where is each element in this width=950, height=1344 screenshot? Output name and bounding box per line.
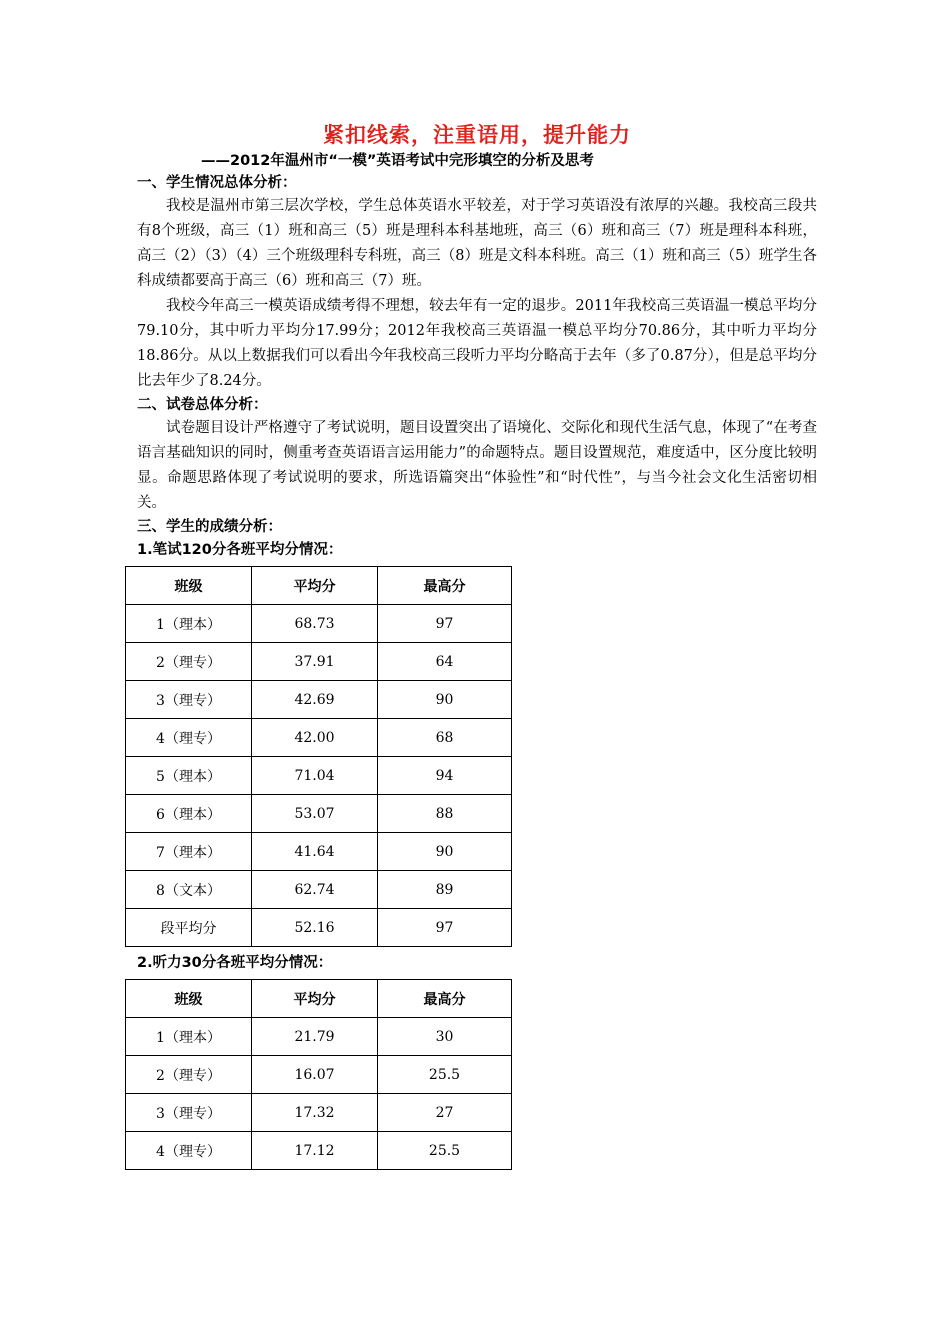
cell-average: 37.91 <box>252 643 378 681</box>
table-row <box>126 1056 512 1094</box>
cell-max: 30 <box>378 1018 512 1056</box>
table-row <box>126 681 512 719</box>
cell-class: 3（理专） <box>126 681 252 719</box>
table-row <box>126 605 512 643</box>
cell-max: 97 <box>378 605 512 643</box>
cell-average: 17.12 <box>252 1132 378 1170</box>
section3-heading: 三、学生的成绩分析： <box>137 519 282 535</box>
section1-heading: 一、学生情况总体分析： <box>137 175 297 191</box>
section2-heading: 二、试卷总体分析： <box>137 397 268 413</box>
listening-score-table <box>125 979 512 1170</box>
table-row <box>126 757 512 795</box>
cell-class: 2（理专） <box>126 1056 252 1094</box>
cell-average: 53.07 <box>252 795 378 833</box>
section2-paragraph-1: 试卷题目设计严格遵守了考试说明，题目设置突出了语境化、交际化和现代生活气息，体现了“在考查语言基础知识的同时，侧重考查英语语言运用能力”的命题特点。题目设置规范，难度适中，区分度比较明显。命题思路体现了考试说明的要求，所选语篇突出“体验性”和“时代性”，与当今社会文化生活密切相关。 <box>137 420 817 511</box>
cell-class: 6（理本） <box>126 795 252 833</box>
table-row <box>126 1132 512 1170</box>
cell-class: 7（理本） <box>126 833 252 871</box>
cell-average: 21.79 <box>252 1018 378 1056</box>
cell-average: 16.07 <box>252 1056 378 1094</box>
section1-paragraph-2: 我校今年高三一模英语成绩考得不理想，较去年有一定的退步。2011年我校高三英语温一模总平均分79.10分，其中听力平均分17.99分；2012年我校高三英语温一模总平均分70.86分，其中听力平均分18.86分。从以上数据我们可以看出今年我校高三段听力平均分略高于去年（多了0.87分），但是总平均分比去年少了8.24分。 <box>137 298 817 389</box>
cell-class: 2（理专） <box>126 643 252 681</box>
cell-average: 62.74 <box>252 871 378 909</box>
cell-class: 4（理专） <box>126 719 252 757</box>
cell-max: 90 <box>378 833 512 871</box>
cell-average: 52.16 <box>252 909 378 947</box>
header-max: 最高分 <box>378 980 512 1018</box>
table-row <box>126 909 512 947</box>
table1-caption: 1.笔试120分各班平均分情况： <box>137 542 343 558</box>
header-average: 平均分 <box>252 980 378 1018</box>
table-header-row <box>126 980 512 1018</box>
cell-average: 42.69 <box>252 681 378 719</box>
page-subtitle: ——2012年温州市“一模”英语考试中完形填空的分析及思考 <box>201 153 594 169</box>
cell-average: 68.73 <box>252 605 378 643</box>
cell-max: 27 <box>378 1094 512 1132</box>
cell-max: 88 <box>378 795 512 833</box>
cell-max: 64 <box>378 643 512 681</box>
cell-class: 4（理专） <box>126 1132 252 1170</box>
header-class: 班级 <box>126 567 252 605</box>
cell-max: 25.5 <box>378 1132 512 1170</box>
page-title: 紧扣线索，注重语用，提升能力 <box>323 123 631 147</box>
table-row <box>126 871 512 909</box>
cell-class: 段平均分 <box>126 909 252 947</box>
table-row <box>126 1018 512 1056</box>
table-row <box>126 795 512 833</box>
header-class: 班级 <box>126 980 252 1018</box>
written-score-table <box>125 566 512 947</box>
cell-average: 17.32 <box>252 1094 378 1132</box>
table-row <box>126 643 512 681</box>
cell-max: 90 <box>378 681 512 719</box>
table-row <box>126 833 512 871</box>
header-average: 平均分 <box>252 567 378 605</box>
cell-class: 1（理本） <box>126 605 252 643</box>
cell-class: 5（理本） <box>126 757 252 795</box>
table2-caption: 2.听力30分各班平均分情况： <box>137 955 333 971</box>
cell-class: 8（文本） <box>126 871 252 909</box>
cell-max: 94 <box>378 757 512 795</box>
table-row <box>126 719 512 757</box>
cell-max: 68 <box>378 719 512 757</box>
table-header-row <box>126 567 512 605</box>
section1-paragraph-1: 我校是温州市第三层次学校，学生总体英语水平较差，对于学习英语没有浓厚的兴趣。我校高三段共有8个班级，高三（1）班和高三（5）班是理科本科基地班，高三（6）班和高三（7）班是理科本科班，高三（2）（3）（4）三个班级理科专科班，高三（8）班是文科本科班。高三（1）班和高三（5）班学生各科成绩都要高于高三（6）班和高三（7）班。 <box>137 198 817 289</box>
cell-max: 89 <box>378 871 512 909</box>
cell-average: 41.64 <box>252 833 378 871</box>
cell-max: 25.5 <box>378 1056 512 1094</box>
cell-class: 3（理专） <box>126 1094 252 1132</box>
cell-class: 1（理本） <box>126 1018 252 1056</box>
cell-max: 97 <box>378 909 512 947</box>
table-row <box>126 1094 512 1132</box>
header-max: 最高分 <box>378 567 512 605</box>
document-page <box>137 120 817 1174</box>
cell-average: 42.00 <box>252 719 378 757</box>
cell-average: 71.04 <box>252 757 378 795</box>
